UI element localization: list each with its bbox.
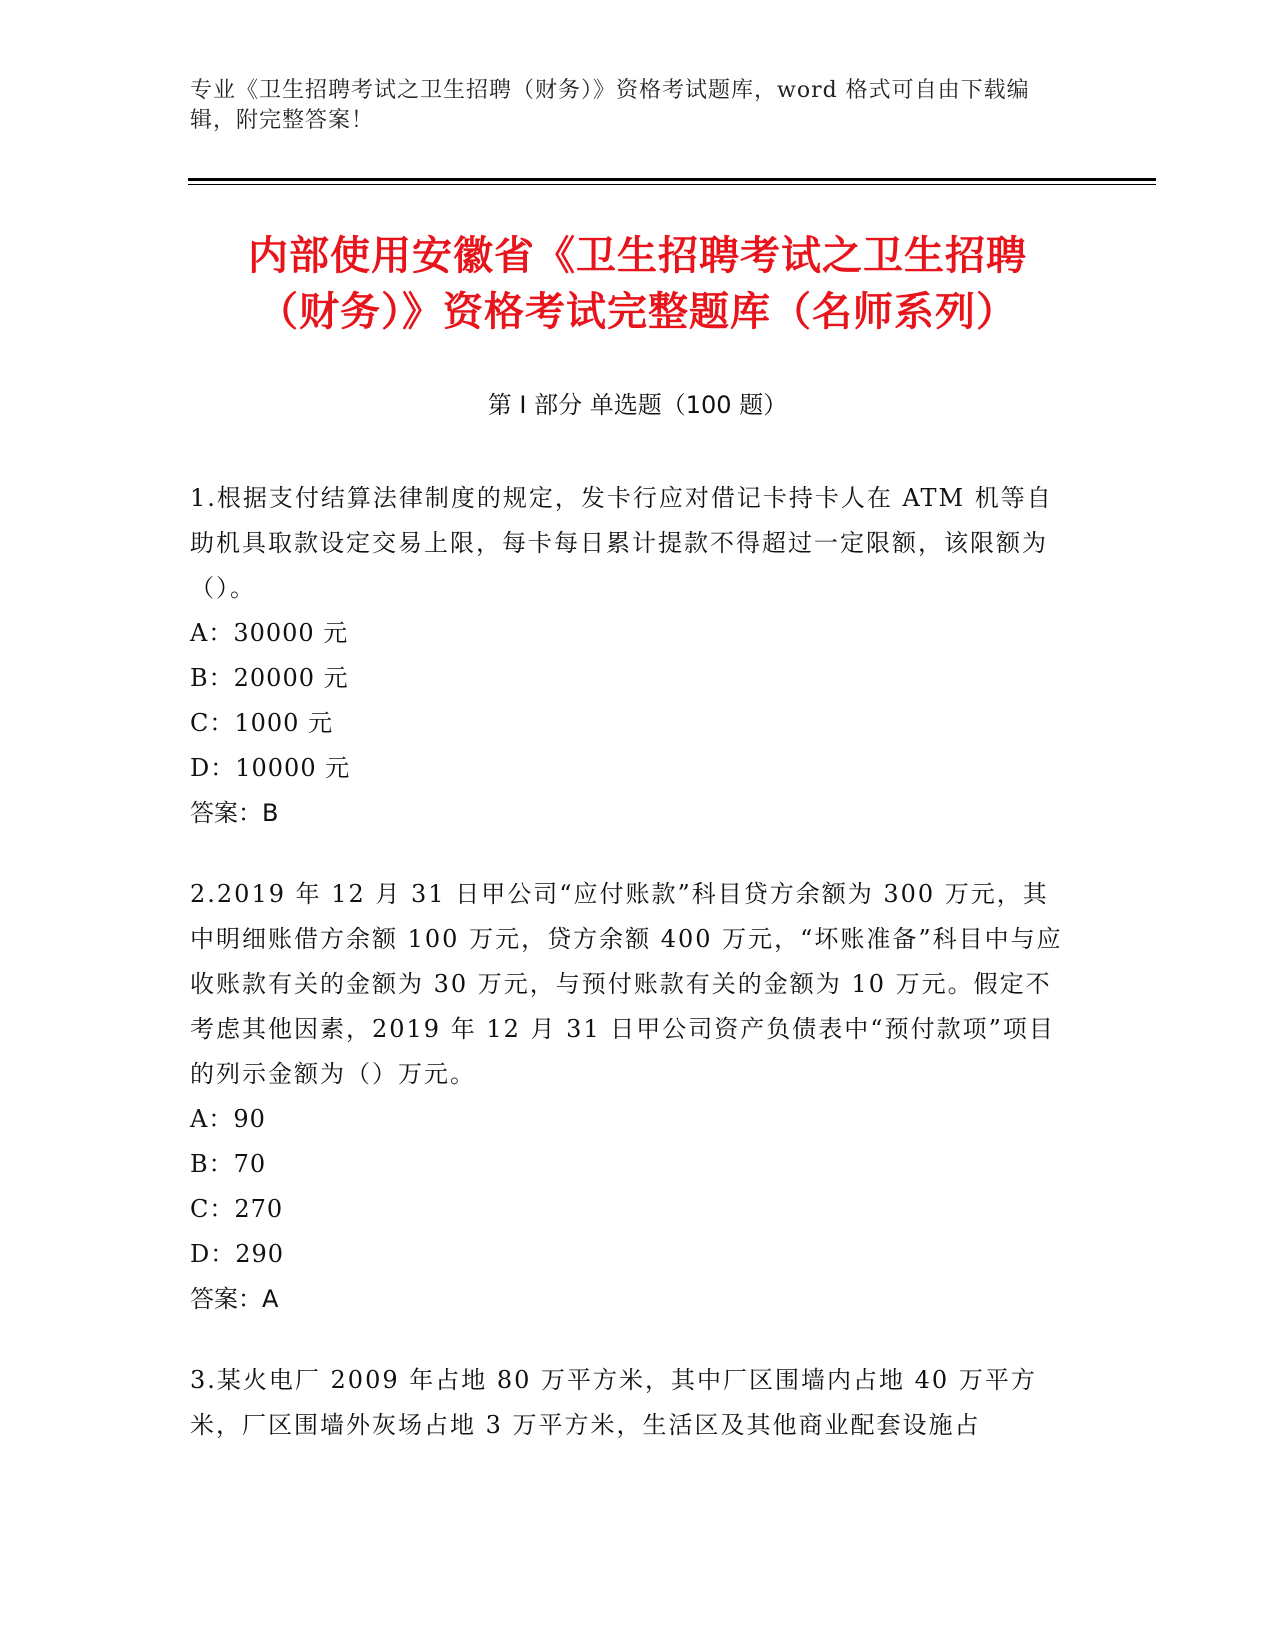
option-b: B：70 [190,1150,267,1178]
option-b: B：20000 元 [190,664,349,692]
option-a: A：90 [190,1105,266,1133]
option-d: D：10000 元 [190,754,351,782]
header-note: 专业《卫生招聘考试之卫生招聘（财务）》资格考试题库，word 格式可自由下载编辑，附完整答案！ [190,78,1030,133]
option-d: D：290 [190,1240,285,1268]
section-heading: 第 I 部分 单选题（100 题） [487,391,788,419]
question-stem: 1.根据支付结算法律制度的规定，发卡行应对借记卡持卡人在 ATM 机等自助机具取款设定交易上限，每卡每日累计提款不得超过一定限额，该限额为（）。 [190,484,1053,602]
question-stem: 2.2019 年 12 月 31 日甲公司“应付账款”科目贷方余额为 300 万元，其中明细账借方余额 100 万元，贷方余额 400 万元，“坏账准备”科目中与应收账款有关的金额为 30 万元，与预付账款有关的金额为 10 万元。假定不考虑其他因素，2019 年 12 月 31 日甲公司资产负债表中“预付款项”项目的列示金额为（）万元。 [190,880,1063,1088]
option-c: C：1000 元 [190,709,334,737]
question-stem: 3.某火电厂 2009 年占地 80 万平方米，其中厂区围墙内占地 40 万平方米，厂区围墙外灰场占地 3 万平方米，生活区及其他商业配套设施占 [190,1366,1037,1439]
answer-line: 答案：B [190,799,279,827]
document-title [140,228,1135,340]
header-rule-thick [188,178,1156,181]
question-list [190,476,1070,1484]
question-1 [190,476,1070,836]
option-a: A：30000 元 [190,619,349,647]
document-title-line-1: 内部使用安徽省《卫生招聘考试之卫生招聘 [248,233,1027,279]
header-rule-thin [188,184,1156,185]
question-2 [190,872,1070,1322]
answer-line: 答案：A [190,1285,279,1313]
question-3 [190,1358,1070,1448]
option-c: C：270 [190,1195,284,1223]
document-title-line-2: （财务）》资格考试完整题库（名师系列） [258,289,1017,335]
